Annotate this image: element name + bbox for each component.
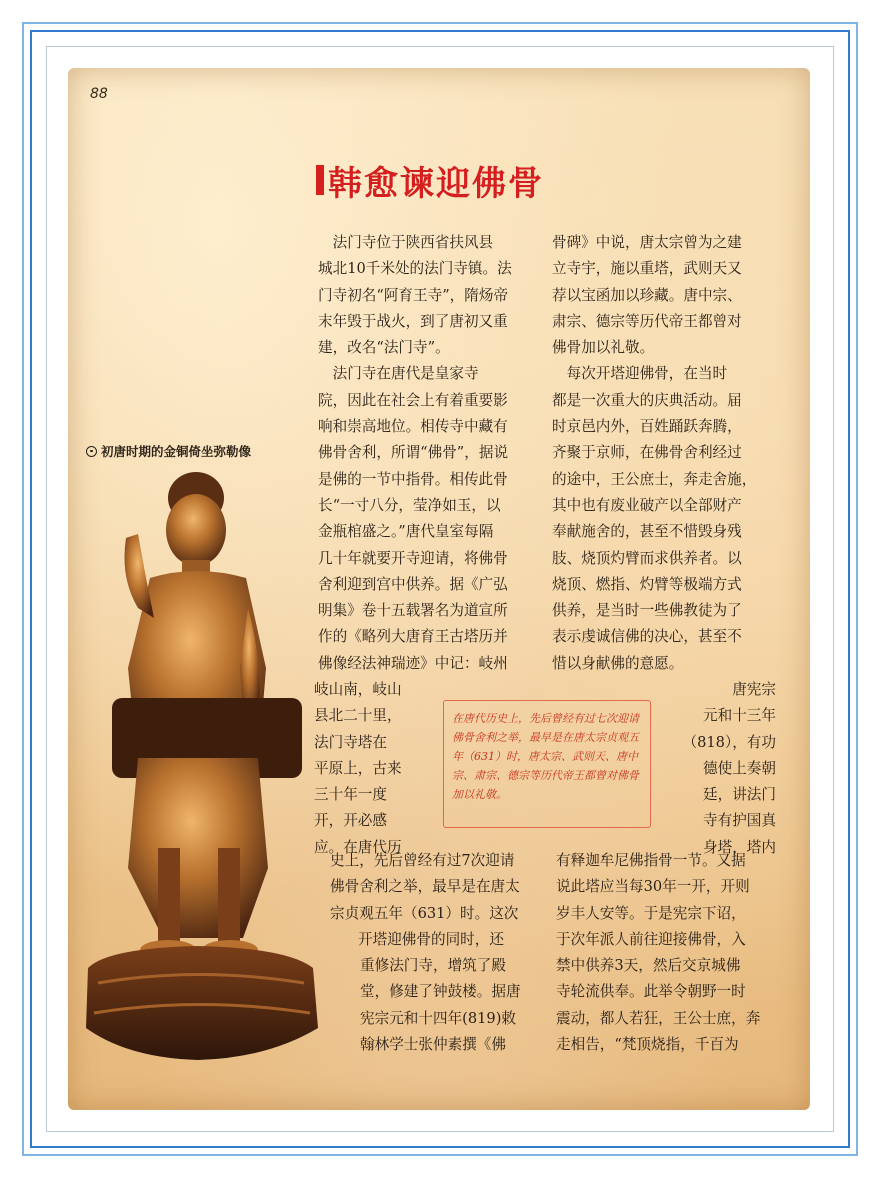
- callout-box: [443, 700, 651, 828]
- column1-line: 城北10千米处的法门寺镇。法: [318, 260, 512, 278]
- column2-line: 寺有护国真: [703, 812, 776, 830]
- column1-line: 是佛的一节中指骨。相传此骨: [318, 470, 508, 488]
- column1-line: 法门寺塔在: [314, 733, 387, 751]
- column1-line: 佛像经法神瑞迹》中记：岐州: [318, 654, 508, 672]
- column2-line: 骨碑》中说，唐太宗曾为之建: [552, 234, 742, 251]
- column2-line: 德使上奏朝: [703, 759, 776, 777]
- column1-line: 末年毁于战火，到了唐初又重: [318, 312, 508, 330]
- column2-line: 元和十三年: [703, 707, 776, 725]
- column2-line: 的途中，王公庶士，奔走舍施，: [552, 470, 757, 488]
- column2-line: 禁中供养3天，然后交京城佛: [556, 957, 741, 975]
- column2-line: 惜以身献佛的意愿。: [552, 654, 684, 672]
- column1-line: 金瓶棺盛之。”唐代皇室每隔: [318, 523, 494, 541]
- column1-line: 开，开必感: [314, 812, 387, 830]
- column2-line: 其中也有废业破产以全部财产: [552, 496, 742, 514]
- column2-line: 说此塔应当每30年一开，开则: [556, 878, 750, 896]
- column1-line: 门寺初名“阿育王寺”，隋炀帝: [318, 286, 509, 304]
- column1-line: 开塔迎佛骨的同时，还: [358, 930, 504, 948]
- book-page: [68, 68, 810, 1110]
- column2-line: 供养，是当时一些佛教徒为了: [552, 602, 742, 620]
- column2-line: 肃宗、德宗等历代帝王都曾对: [552, 312, 742, 330]
- title-block: [316, 158, 544, 202]
- column2-line: 廷，讲法门: [703, 786, 776, 804]
- column1-line: 佛骨舍利，所谓“佛骨”，据说: [318, 444, 509, 462]
- maitreya-statue-image: [68, 468, 338, 1068]
- column1-line: 响和崇高地位。相传寺中藏有: [318, 418, 508, 436]
- column2-line: 走相告，“梵顶烧指，千百为: [556, 1036, 739, 1054]
- column2-line: 唐宪宗: [732, 681, 776, 698]
- column2-line: 时京邑内外，百姓踊跃奔腾，: [552, 418, 742, 436]
- column1-line: 法门寺在唐代是皇家寺: [318, 365, 479, 383]
- page-title: 韩愈谏迎佛骨: [328, 163, 544, 204]
- column1-line: 宪宗元和十四年(819)敕: [360, 1009, 516, 1027]
- column2-line: 肢、烧顶灼臂而求供养者。以: [552, 549, 742, 567]
- column2-line: 奉献施舍的，甚至不惜毁身残: [552, 523, 742, 541]
- column2-line: 立寺宇，施以重塔，武则天又: [552, 260, 742, 278]
- column1-line: 佛骨舍利之举，最早是在唐太: [330, 878, 520, 896]
- column1-line: 堂，修建了钟鼓楼。据唐: [360, 983, 521, 1001]
- figure-caption: 初唐时期的金铜倚坐弥勒像: [101, 444, 252, 459]
- column1-line: 几十年就要开寺迎请，将佛骨: [318, 549, 508, 567]
- column1-line: 宗贞观五年（631）时。这次: [330, 904, 519, 922]
- column1-top: [318, 230, 530, 677]
- column2-line: 齐聚于京师，在佛骨舍利经过: [552, 444, 742, 462]
- column1-line: 应。在唐代历: [314, 838, 402, 856]
- column1-bottom: [330, 848, 540, 1058]
- column2-line: 震动，都人若狂，王公士庶，奔: [556, 1009, 761, 1027]
- column2-line: 佛骨加以礼敬。: [552, 339, 655, 357]
- column2-line: 每次开塔迎佛骨，在当时: [552, 365, 728, 383]
- column2-narrow: [666, 677, 776, 861]
- column1-line: 史上，先后曾经有过7次迎请: [330, 852, 515, 869]
- column2-line: 荐以宝函加以珍藏。唐中宗、: [552, 286, 742, 304]
- column2-line: 寺轮流供奉。此举令朝野一时: [556, 983, 746, 1001]
- column2-line: 岁丰人安等。于是宪宗下诏，: [556, 904, 746, 922]
- column1-line: 长“一寸八分，莹净如玉，以: [318, 496, 501, 514]
- column2-line: （818），有功: [682, 733, 776, 751]
- title-marker: [316, 165, 324, 195]
- column1-line: 县北二十里，: [314, 707, 402, 725]
- bullet-circle-icon: [86, 446, 97, 457]
- column2-line: 烧顶、燃指、灼臂等极端方式: [552, 575, 742, 593]
- callout-text: 在唐代历史上，先后曾经有过七次迎请佛骨舍利之举，最早是在唐太宗贞观五年（631）时，唐太宗、武则天、唐中宗、肃宗、德宗等历代帝王都曾对佛骨加以礼敬。: [452, 712, 639, 801]
- column2-line: 有释迦牟尼佛指骨一节。又据: [556, 852, 746, 869]
- column1-line: 平原上，古来: [314, 759, 402, 777]
- column1-line: 明集》卷十五载署名为道宣所: [318, 602, 508, 620]
- column2-top: [552, 230, 770, 677]
- column2-bottom: [556, 848, 770, 1058]
- column2-line: 于次年派人前往迎接佛骨，入: [556, 930, 746, 948]
- column2-line: 都是一次重大的庆典活动。届: [552, 391, 742, 409]
- page-number: 88: [90, 86, 108, 102]
- column2-line: 身塔，塔内: [703, 838, 776, 856]
- figure-caption-block: [86, 442, 251, 460]
- column2-line: 表示虔诚信佛的决心，甚至不: [552, 628, 742, 646]
- column1-narrow: [314, 677, 424, 861]
- column1-line: 三十年一度: [314, 786, 387, 804]
- column1-line: 翰林学士张仲素撰《佛: [360, 1036, 506, 1054]
- column1-line: 舍利迎到宫中供养。据《广弘: [318, 575, 508, 593]
- column1-line: 作的《略列大唐育王古塔历并: [318, 628, 508, 646]
- column1-line: 重修法门寺，增筑了殿: [360, 957, 506, 975]
- column1-line: 院，因此在社会上有着重要影: [318, 391, 508, 409]
- column1-line: 岐山南，岐山: [314, 681, 402, 698]
- column1-line: 建，改名“法门寺”。: [318, 339, 450, 357]
- column1-line: 法门寺位于陕西省扶风县: [318, 234, 494, 251]
